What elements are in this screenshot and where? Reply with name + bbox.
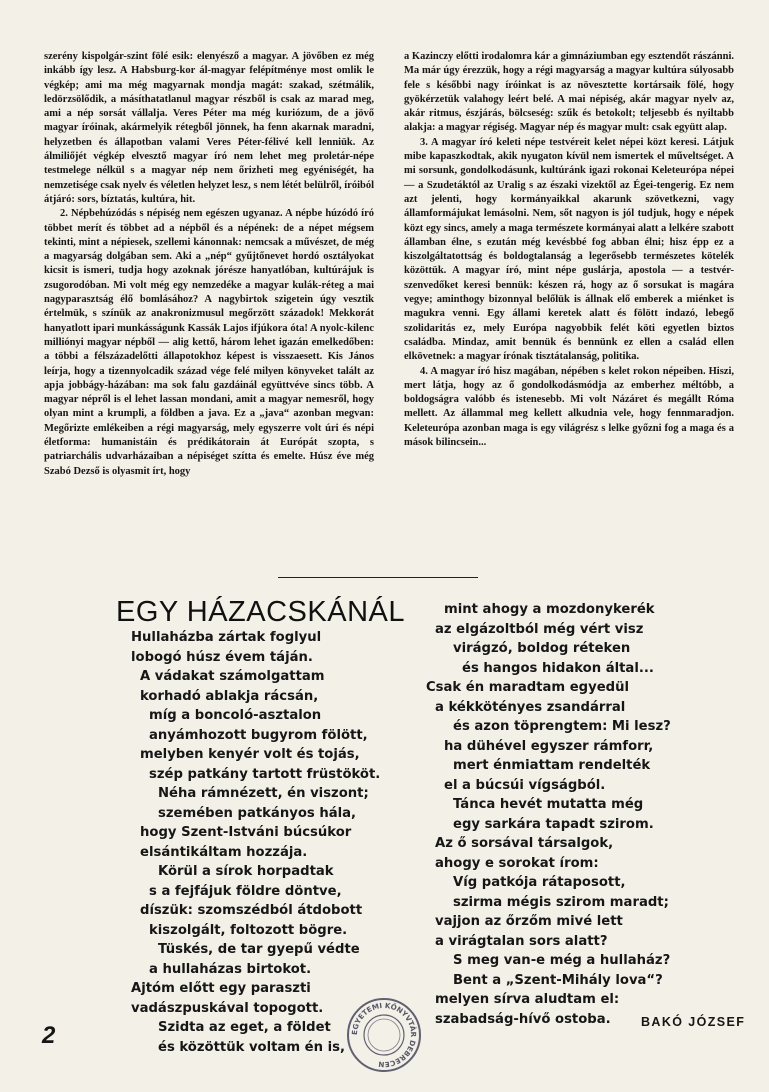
poem-line: díszük: szomszédból átdobott	[140, 903, 363, 918]
poem-line: míg a boncoló-asztalon	[149, 708, 322, 723]
svg-text:EGYETEMI KÖNYVTÁR DEBRECEN	[350, 1001, 418, 1069]
poem-line: egy sarkára tapadt szirom.	[453, 816, 654, 832]
poem-line: anyámhozott bugyrom fölött,	[149, 727, 368, 743]
poem-line: vajjon az őrzőm mivé lett	[435, 914, 623, 929]
poem-line: ha dühével egyszer rámforr,	[444, 738, 654, 754]
poem-line: Tánca hevét mutatta még	[453, 797, 644, 812]
stamp-text: EGYETEMI KÖNYVTÁR DEBRECEN	[349, 1000, 419, 1070]
poem-line: ahogy e sorokat írom:	[435, 855, 599, 871]
poem-line: Hullaházba zártak foglyul	[131, 630, 322, 645]
poem-line: szabadság-hívő ostoba.	[435, 1011, 611, 1027]
library-stamp	[344, 995, 424, 1075]
poem-line: korhadó ablakja rácsán,	[140, 688, 319, 704]
poem-line: mert énmiattam rendelték	[453, 758, 651, 773]
poem-line: hogy Szent-Istváni búcsúkor	[140, 825, 352, 840]
essay-paragraph: 3. A magyar író keleti népe testvéreit kelet népei közt keresi. Látjuk mibe kapaszkodtak, akik nyugaton kívül nem ismertek el műveltséget. A mi sorsunk, gondolkodásunk, kultúránk igazi rokonai Keleteurópa népei — a Szudetáktól az Uralig s az északi vizektől az Égei-tengerig. Ez nem azt jelenti, hogy kormányaikkal akarunk szövetkezni, vagy államformájukat lemásolni. Nem, sőt nagyon is jól tudjuk, hogy e népek közt egy sincs, amely a maga természete kormányai alatt a lelkére szabott államban élne, s ezután még kevésbbé fog abban élni; hisz épp ez a kiszolgáltatottság és boldogtalanság a legerősebb természetes kötelék közöttük. A magyar író, mint népe guslárja, apostola — a testvér-szenvedőket keresi bennük: készen rá, hogy az ő sorsukat is magára vegye; aminthogy bizonnyal belőlük is állnak elő emberek a miénket is magukra venni. Egy állami keretek alatt és fölött indazó, lebegő szolidaritás ez, mely Európa nagyobbik felét köti egyetlen biztos családba. Mindaz, amit bennük és bennünk ez ellen a család ellen elkövetnek: a magyar írónak tisztátalanság, politika.	[404, 136, 734, 363]
essay-paragraph: szerény kispolgár-szint fölé esik: elenyésző a magyar. A jövőben ez még inkább így lesz. A Habsburg-kor ál-magyar felépítménye most omlik le végkép; ami ma még magyarnak mondja magát: szakad, szétmálik, ledörzsölődik, a másíthatatlanul magyar részből is csak az marad meg, ami a nép sorsát vállalja. Veres Péter ma még kuriózum, de a jövő magyar íróinak, akármelyik rétegből jönnek, ha fenn akarnak maradni, helyzetben és állapotban valami Veres Péter-félivé kell lenniük. Az álmiliőjét végkép elvesztő magyar író nem lehet meg proletár-népe testmelege nélkül s a magyar nép nem őrizheti meg egyéniségét, ha nemzetisége csak nyelv és véletlen helyzet lesz, s nem létét belülről, íróiból átjáró: sors, bíztatás, kultúra, hit.	[44, 51, 374, 205]
poem-line: Ajtóm előtt egy paraszti	[131, 981, 311, 996]
essay-paragraph: 4. A magyar író hisz magában, népében s kelet rokon népeiben. Hiszi, mert látja, hogy az ő gondolkodásmódja az emberhez méltóbb, a boldogságra valóbb és istenesebb. Mi volt Názáret és megállt Róma mellett. Az állammal meg kellett alkudnia vele, hogy fennmaradjon. Keleteurópa azonban maga is egy világrész s lelke győzni fog a maga és a mások bilincsein...	[404, 365, 734, 449]
poem-line: Szidta az eget, a földet	[158, 1020, 331, 1035]
poem-line: az elgázoltból még vért visz	[435, 621, 644, 637]
essay-column-left	[44, 50, 374, 479]
poem-line: szirma mégis szirom maradt;	[453, 894, 669, 910]
poem-line: Az ő sorsával társalgok,	[435, 836, 614, 851]
poem-line: és közöttük voltam én is,	[158, 1039, 345, 1055]
poem-line: lobogó húsz évem táján.	[131, 649, 313, 665]
essay-column-right	[404, 50, 734, 479]
poem-line: a virágtalan sors alatt?	[435, 933, 608, 949]
poem-column-right	[426, 600, 671, 1029]
poem-line: és hangos hidakon által...	[462, 660, 654, 676]
section-divider	[278, 577, 478, 578]
poem-line: Körül a sírok horpadtak	[158, 864, 334, 879]
essay-body	[44, 50, 734, 479]
poem-line: Csak én maradtam egyedül	[426, 680, 630, 695]
poem-line: kiszolgált, foltozott bögre.	[149, 922, 348, 938]
poem-line: virágzó, boldog réteken	[453, 641, 631, 656]
poem-column-left	[131, 628, 380, 1057]
poem-line: Víg patkója rátaposott,	[453, 875, 626, 890]
poem-line: Tüskés, de tar gyepű védte	[158, 942, 360, 957]
poem-line: vadászpuskával topogott.	[131, 1000, 324, 1016]
poem-line: A vádakat számolgattam	[140, 669, 325, 684]
poem-line: mint ahogy a mozdonykerék	[444, 602, 655, 617]
poem-line: melyen sírva aludtam el:	[435, 992, 620, 1007]
poem-line: melyben kenyér volt és tojás,	[140, 747, 360, 762]
poem-line: szemében patkányos hála,	[158, 805, 357, 821]
essay-paragraph: 2. Népbehúzódás s népiség nem egészen ugyanaz. A népbe húzódó író többet merít és többet ad a népből és a népének: de a népet mégsem tekinti, mint a népiesek, szellemi kánonnak: nemcsak a művészet, de még a magyarság dolgában sem. Aki a „nép“ gyűjtőnevet hordó osztályokat kicsit is ismeri, tudja hogy azoknak jórésze hanyatlóban, kultúrájuk is zsugorodóban. Mi volt még egy nemzedéke a magyar kulák-réteg a mai nagyparasztság élő bomlásához? A nagybirtok szigetein úgy vesztik értelmük, s színük az anakronizmusul megőrzött századok! Mekkorát hanyatlott ipari munkásságunk Kassák Lajos ifjúkora óta! A nyolc-kilenc milliónyi magyar népből — alig kettő, három lehet igazán emelkedőben: a többi a félszázadelőtti állapotokhoz képest is visszaesett. Kis János leírja, hogy a tizennyolcadik század vége felé milyen könyveket talált az apja jobbágy-házában: ma sok falu gazdáinál együttvéve sincs több. A magyar népről is el lehet lassan mondani, amit a magyar nemesről, hogy olyan mint a krumpli, a földben a java. Ez a „java“ azonban megvan: Megőrizte emlékeiben a régi magyarság, mely egyszerre volt úri és népi életforma: humanistáin és prédikátorain át Európát szopta, s patriarchális udvarházaiban a népiséget szítta és emelte. Húsz éve még Szabó Dezső is olyasmit írt, hogy	[44, 208, 374, 477]
essay-paragraph: a Kazinczy előtti irodalomra kár a gimnáziumban egy esztendőt rászánni. Ma már úgy érezzük, hogy a régi magyarság a magyar kultúra súlyosabb fele s későbbi nagy íróinkat is az növesztette kortársaik fölé, hogy gyökérzetük valahogy leért belé. A mai népiség, akár magyar nyelv az, akár ritmus, észjárás, bölcseség: szűk és betokolt; teljesebb és nyiltabb alakja: a magyar régiség. Magyar nép és magyar mult: csak együtt alap.	[404, 51, 734, 134]
poem-line: Néha rámnézett, én viszont;	[158, 786, 369, 801]
poem-line: a kékkötényes zsandárral	[435, 699, 626, 715]
page-number: 2	[42, 1022, 56, 1049]
poem-line: S meg van-e még a hullaház?	[453, 953, 671, 968]
poem-line: Bent a „Szent-Mihály lova“?	[453, 972, 663, 988]
poem-line: szép patkány tartott früstököt.	[149, 766, 381, 782]
poem-line: el a búcsúi vígságból.	[444, 777, 606, 793]
poem-line: elsántikáltam hozzája.	[140, 844, 308, 860]
poem-author: BAKÓ JÓZSEF	[641, 1015, 746, 1029]
poem-line: s a fejfájuk földre döntve,	[149, 883, 342, 899]
poem-title: EGY HÁZACSKÁNÁL	[116, 596, 406, 628]
poem-line: a hullaházas birtokot.	[149, 961, 312, 977]
poem-line: és azon töprengtem: Mi lesz?	[453, 719, 671, 734]
